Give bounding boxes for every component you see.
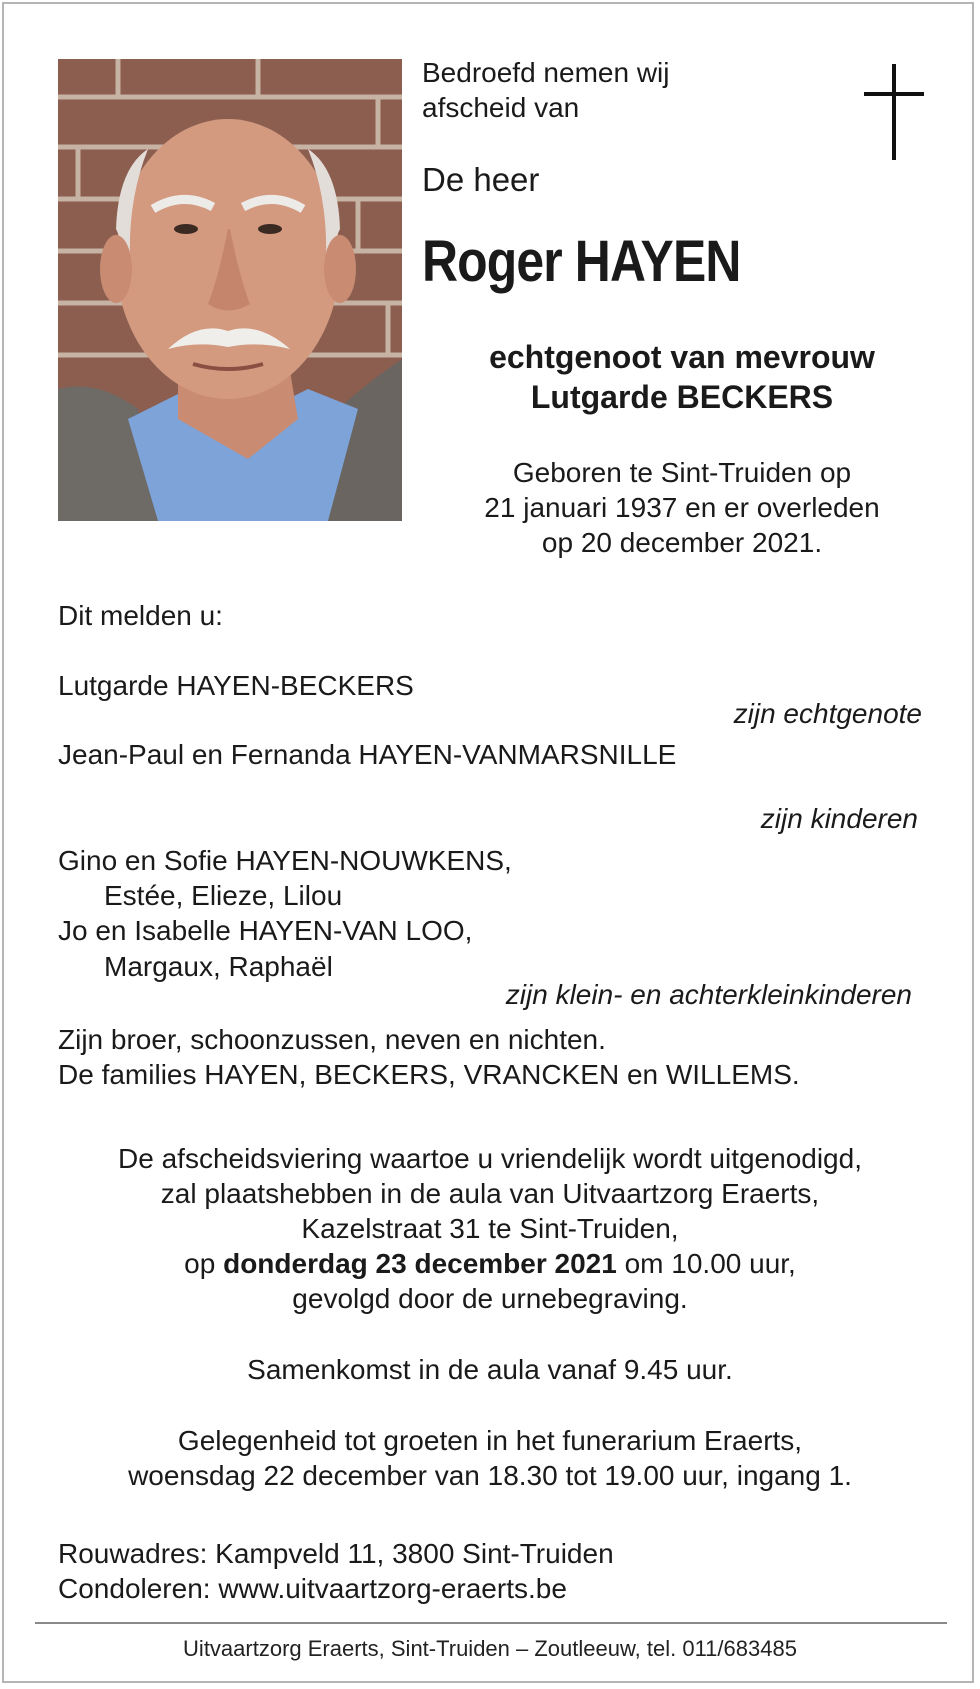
cross-icon [864,64,924,160]
ceremony-date: donderdag 23 december 2021 [223,1248,617,1279]
ceremony-time: om 10.00 uur, [616,1248,796,1279]
family-children-role: zijn kinderen [760,803,918,834]
intro-line-2: afscheid van [422,92,580,123]
family-grand-line-3: Jo en Isabelle HAYEN-VAN LOO, [58,915,473,946]
family-others-line-1: Zijn broer, schoonzussen, neven en nichten. [58,1024,606,1055]
family-grand-line-4: Margaux, Raphaël [104,951,333,982]
family-grand-role: zijn klein- en achterkleinkinderen [505,979,912,1010]
birth-death-line-2: 21 januari 1937 en er overleden [484,492,880,523]
portrait-photo [58,59,402,521]
contact-website[interactable]: Condoleren: www.uitvaartzorg-eraerts.be [58,1573,567,1604]
gathering: Samenkomst in de aula vanaf 9.45 uur. [247,1354,733,1385]
intro-line-1: Bedroefd nemen wij [422,57,670,88]
spouse-line-1: echtgenoot van mevrouw [489,339,875,375]
contact-address: Rouwadres: Kampveld 11, 3800 Sint-Truiden [58,1538,614,1569]
visitation-line-2: woensdag 22 december van 18.30 tot 19.00 uur, ingang 1. [128,1460,852,1491]
ceremony-date-prefix: op [184,1248,224,1279]
ceremony-line-4 [0,1246,980,1281]
family-spouse-role: zijn echtgenote [733,698,922,729]
birth-death-line-3: op 20 december 2021. [541,527,823,558]
ceremony-line-1: De afscheidsviering waartoe u vriendelijk wordt uitgenodigd, [118,1143,862,1174]
portrait-illustration [58,59,402,521]
family-others-line-2: De families HAYEN, BECKERS, VRANCKEN en WILLEMS. [58,1059,800,1090]
family-grand-line-1: Gino en Sofie HAYEN-NOUWKENS, [58,845,512,876]
birth-death-line-1: Geboren te Sint-Truiden op [512,457,852,488]
visitation-line-1: Gelegenheid tot groeten in het funerarium Eraerts, [177,1425,803,1456]
footer-text: Uitvaartzorg Eraerts, Sint-Truiden – Zoutleeuw, tel. 011/683485 [183,1636,797,1661]
ceremony-line-2: zal plaatshebben in de aula van Uitvaartzorg Eraerts, [160,1178,820,1209]
ceremony-line-3: Kazelstraat 31 te Sint-Truiden, [301,1213,679,1244]
ceremony-line-5: gevolgd door de urnebegraving. [292,1283,688,1314]
announce-label: Dit melden u: [58,600,223,631]
family-grand-line-2: Estée, Elieze, Lilou [104,880,343,911]
title-prefix: De heer [422,161,540,198]
footer-divider [35,1622,947,1624]
family-children-name: Jean-Paul en Fernanda HAYEN-VANMARSNILLE [58,739,677,770]
family-spouse-name: Lutgarde HAYEN-BECKERS [58,670,414,701]
deceased-name: Roger HAYEN [422,229,741,294]
spouse-line-2: Lutgarde BECKERS [530,379,834,415]
